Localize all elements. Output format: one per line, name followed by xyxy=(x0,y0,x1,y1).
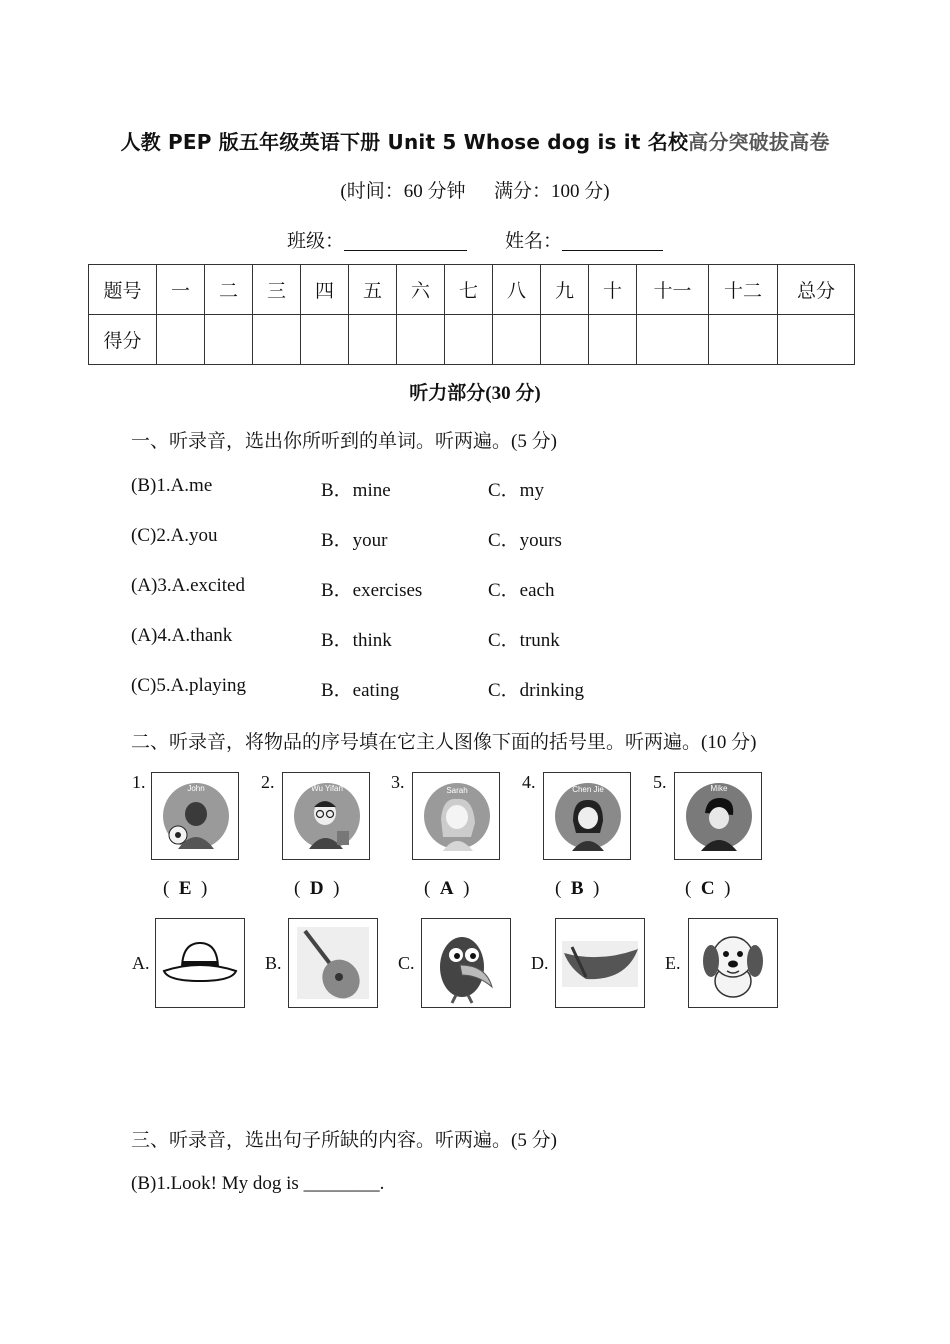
person-picture-wu-yifan xyxy=(282,772,370,860)
answer: A xyxy=(439,878,454,899)
list-item: (B)1.Look! My dog is ________. xyxy=(131,1173,385,1194)
answer: C xyxy=(700,878,715,899)
option-b: B．exercises xyxy=(321,580,423,601)
option-b: B．think xyxy=(321,630,392,651)
score-cell xyxy=(349,315,397,365)
answer-parens: ( A ) xyxy=(424,878,470,899)
table-cell: 十二 xyxy=(709,265,778,315)
option-b: B．mine xyxy=(321,480,391,501)
table-cell: 四 xyxy=(301,265,349,315)
score-table-score-row xyxy=(89,315,855,365)
svg-text:Wu Yifan: Wu Yifan xyxy=(311,784,343,793)
table-cell: 十 xyxy=(589,265,637,315)
score-table xyxy=(88,264,855,365)
option-a: (A)4.A.thank xyxy=(131,625,233,646)
score-cell xyxy=(301,315,349,365)
answer: E xyxy=(178,878,192,899)
object-picture-c xyxy=(421,918,511,1008)
option-b: B．your xyxy=(321,530,388,551)
table-cell: 十一 xyxy=(637,265,709,315)
table-cell: 八 xyxy=(493,265,541,315)
crow-icon xyxy=(422,919,510,1007)
girl-dark-hair-icon xyxy=(544,773,630,859)
score-cell xyxy=(541,315,589,365)
option-b: B．eating xyxy=(321,680,400,701)
girl-icon xyxy=(413,773,499,859)
table-cell: 六 xyxy=(397,265,445,315)
part2-heading: 二、听录音，将物品的序号填在它主人图像下面的括号里。听两遍。(10 分) xyxy=(131,732,757,753)
score-cell xyxy=(589,315,637,365)
score-cell xyxy=(445,315,493,365)
score-cell xyxy=(493,315,541,365)
svg-text:Mike: Mike xyxy=(710,784,728,793)
option-c: C．each xyxy=(488,580,555,601)
answer: B xyxy=(570,878,584,899)
svg-text:Chen Jie: Chen Jie xyxy=(572,785,604,794)
answer-parens: ( D ) xyxy=(294,878,340,899)
svg-text:Sarah: Sarah xyxy=(446,786,468,795)
boy-dark-hair-icon xyxy=(675,773,761,859)
person-number: 4. xyxy=(522,772,536,792)
part1-heading: 一、听录音，选出你所听到的单词。听两遍。(5 分) xyxy=(131,431,557,452)
score-cell xyxy=(205,315,253,365)
class-blank xyxy=(344,230,467,251)
dog-icon xyxy=(689,919,777,1007)
object-letter: E. xyxy=(665,953,681,973)
person-picture-mike xyxy=(674,772,762,860)
object-picture-b xyxy=(288,918,378,1008)
object-letter: B. xyxy=(265,953,282,973)
object-letter: A. xyxy=(132,953,150,973)
part3-heading: 三、听录音，选出句子所缺的内容。听两遍。(5 分) xyxy=(131,1130,557,1151)
answer-parens: ( C ) xyxy=(685,878,731,899)
table-cell: 五 xyxy=(349,265,397,315)
table-cell: 题号 xyxy=(89,265,157,315)
title-highlight: 高分突破拔高卷 xyxy=(688,130,830,154)
time-info: (时间：60 分钟 满分：100 分) xyxy=(340,181,610,202)
person-number: 1. xyxy=(132,772,146,792)
object-letter: C. xyxy=(398,953,415,973)
pipa-icon xyxy=(289,919,377,1007)
table-cell: 二 xyxy=(205,265,253,315)
object-letter: D. xyxy=(531,953,549,973)
section-title: 听力部分(30 分) xyxy=(409,383,541,404)
score-cell xyxy=(397,315,445,365)
option-a: (C)2.A.you xyxy=(131,525,218,546)
person-number: 5. xyxy=(653,772,667,792)
table-cell: 七 xyxy=(445,265,493,315)
option-c: C．yours xyxy=(488,530,562,551)
option-a: (A)3.A.excited xyxy=(131,575,245,596)
name-blank xyxy=(562,230,663,251)
person-picture-john xyxy=(151,772,239,860)
option-a: (C)5.A.playing xyxy=(131,675,247,696)
table-cell: 九 xyxy=(541,265,589,315)
svg-text:John: John xyxy=(187,784,205,793)
person-picture-sarah xyxy=(412,772,500,860)
name-label: 姓名： xyxy=(505,231,563,252)
option-c: C．my xyxy=(488,480,544,501)
option-a: (B)1.A.me xyxy=(131,475,213,496)
score-cell xyxy=(253,315,301,365)
canoe-icon xyxy=(556,919,644,1007)
answer-parens: ( E ) xyxy=(163,878,208,899)
score-cell xyxy=(637,315,709,365)
score-cell xyxy=(709,315,778,365)
object-picture-d xyxy=(555,918,645,1008)
boy-with-ball-icon xyxy=(152,773,238,859)
option-c: C．trunk xyxy=(488,630,560,651)
option-c: C．drinking xyxy=(488,680,585,701)
page-title xyxy=(0,126,950,155)
table-cell: 一 xyxy=(157,265,205,315)
table-cell: 三 xyxy=(253,265,301,315)
hat-icon xyxy=(156,919,244,1007)
title-main: 人教 PEP 版五年级英语下册 Unit 5 Whose dog is it 名校 xyxy=(120,130,689,154)
table-cell: 总分 xyxy=(778,265,855,315)
object-picture-e xyxy=(688,918,778,1008)
score-table-header-row xyxy=(89,265,855,315)
score-cell xyxy=(778,315,855,365)
table-cell: 得分 xyxy=(89,315,157,365)
person-picture-chen-jie xyxy=(543,772,631,860)
score-cell xyxy=(157,315,205,365)
person-number: 3. xyxy=(391,772,405,792)
class-label: 班级： xyxy=(286,231,344,252)
object-picture-a xyxy=(155,918,245,1008)
answer: D xyxy=(309,878,324,899)
person-number: 2. xyxy=(261,772,275,792)
student-info-line xyxy=(0,226,950,253)
boy-with-glasses-icon xyxy=(283,773,369,859)
answer-parens: ( B ) xyxy=(555,878,600,899)
